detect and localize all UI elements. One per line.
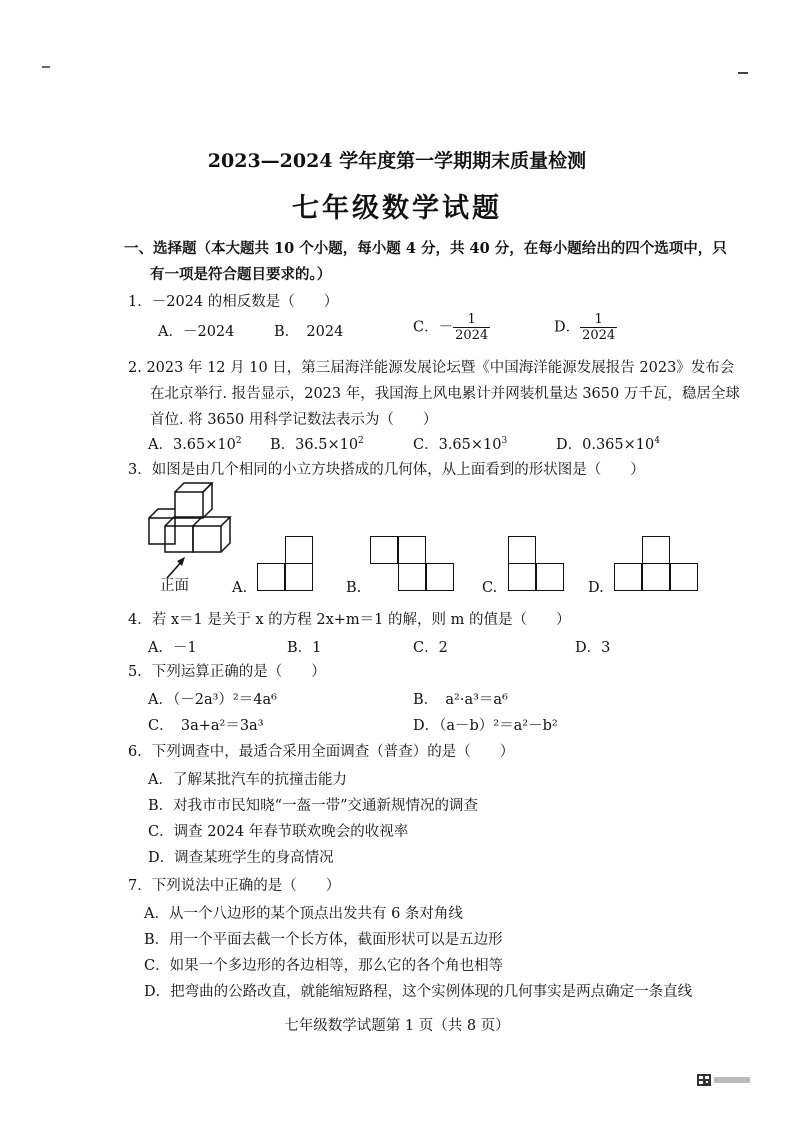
q2-option-b: B．$36.5\times 10^2$ [270,436,364,453]
q1-option-d: D． $\frac{1}{2024}$ [554,312,616,343]
q6-stem: 6．下列调查中，最适合采用全面调查（普查）的是（ ） [128,744,515,760]
q6-option-a: A．了解某批汽车的抗撞击能力 [148,772,347,788]
q2-line3: 首位. 将 3650 用科学记数法表示为（ ） [150,412,438,428]
q5-option-a: A．（－2a³）²＝4a⁶ [148,692,277,708]
exam-header-title: 2023—2024 学年度第一学期期末质量检测 [207,150,587,172]
section-heading-line1: 一、选择题（本大题共 10 个小题，每小题 4 分，共 40 分，在每小题给出的四个选项中，只 [124,240,727,257]
q5-option-d: D．（a－b）²＝a²－b² [413,718,558,734]
q7-option-a: A．从一个八边形的某个顶点出发共有 6 条对角线 [144,906,463,922]
q4-option-b: B．1 [287,640,322,656]
q3-stem: 3．如图是由几个相同的小立方块搭成的几何体，从上面看到的形状图是（ ） [128,462,645,478]
q2-option-a: A．$3.65\times 10^2$ [148,436,242,453]
q1-option-a: A．－2024 [158,324,235,340]
q4-option-c: C．2 [413,640,448,656]
q2-line1: 2. 2023 年 12 月 10 日，第三届海洋能源发展论坛暨《中国海洋能源发展报告 2023》发布会 [128,360,735,376]
q7-stem: 7．下列说法中正确的是（ ） [128,878,341,894]
scan-mark-left [42,66,50,68]
q1-c-denominator: 2024 [455,328,489,343]
q3-front-label: 正面 [160,578,189,594]
q1-d-denominator: 2024 [582,328,616,343]
qr-code-icon [697,1074,711,1086]
q7-option-b: B．用一个平面去截一个长方体，截面形状可以是五边形 [144,932,503,948]
q3-option-d-label: D. [588,580,604,596]
q1-option-b: B． 2024 [274,324,344,340]
q7-option-c: C．如果一个多边形的各边相等，那么它的各个角也相等 [144,958,504,974]
q6-option-c: C．调查 2024 年春节联欢晚会的收视率 [148,824,409,840]
q3-cube-solid-figure [145,480,240,580]
q4-option-d: D．3 [575,640,611,656]
q5-option-c: C． 3a+a²＝3a³ [148,718,264,734]
q6-option-b: B．对我市市民知晓“一盔一带”交通新规情况的调查 [148,798,478,814]
q4-option-a: A．－1 [148,640,197,656]
watermark-logo [714,1077,750,1083]
q2-line2: 在北京举行. 报告显示，2023 年，我国海上风电累计并网装机量达 3650 万千瓦，稳居全球 [150,386,740,402]
q5-option-b: B． a²·a³＝a⁶ [413,692,508,708]
q1-option-c: C．－ $\frac{1}{2024}$ [413,312,489,343]
q1-stem: 1．－2024 的相反数是（ ） [128,294,339,310]
q3-option-a-label: A. [232,580,248,596]
q2-option-d: D．$0.365\times 10^4$ [556,436,660,453]
q6-option-d: D．调查某班学生的身高情况 [148,850,334,866]
q7-option-d: D．把弯曲的公路改直，就能缩短路程，这个实例体现的几何事实是两点确定一条直线 [144,984,693,1000]
scan-mark-right [738,72,748,74]
q4-stem: 4．若 x＝1 是关于 x 的方程 2x+m＝1 的解，则 m 的值是（ ） [128,612,571,628]
q1-c-numerator: 1 [453,312,490,328]
q5-stem: 5．下列运算正确的是（ ） [128,664,326,680]
q3-option-c-label: C. [482,580,498,596]
exam-subject-title: 七年级数学试题 [292,193,502,224]
section-heading-line2: 有一项是符合题目要求的。） [150,266,332,283]
page-footer: 七年级数学试题第 1 页（共 8 页） [284,1018,510,1034]
q1-d-numerator: 1 [580,312,617,328]
q2-option-c: C．$3.65\times 10^3$ [413,436,508,453]
q3-option-b-label: B. [346,580,362,596]
